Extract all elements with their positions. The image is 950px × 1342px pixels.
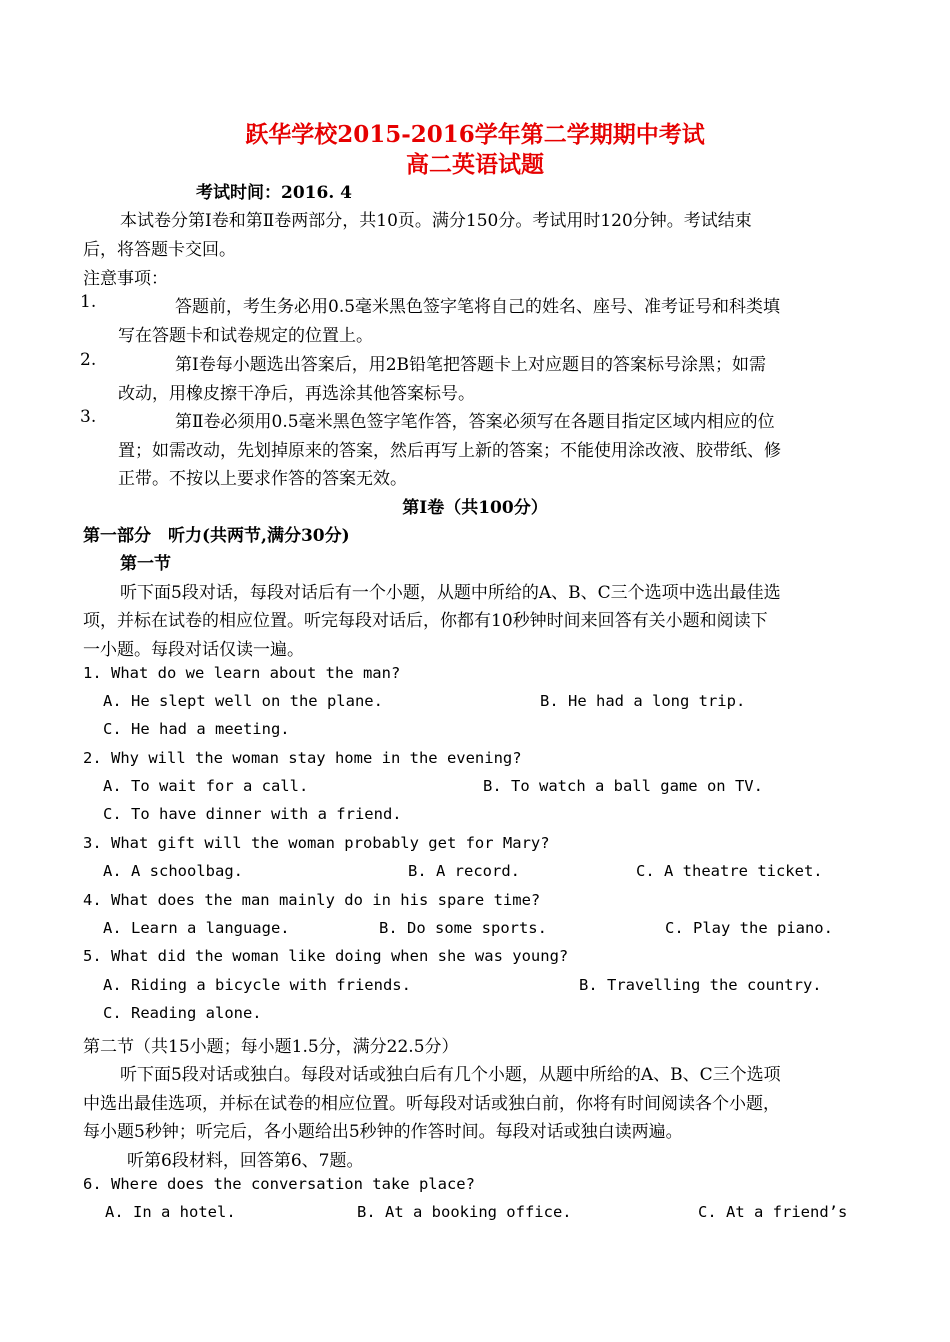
instruction-line: 中选出最佳选项，并标在试卷的相应位置。听每段对话或独白前，你将有时间阅读各个小题， <box>83 1094 780 1114</box>
question: 4. What does the man mainly do in his spare time? <box>83 891 541 909</box>
section-heading: 第一部分 听力(共两节,满分30分) <box>83 526 350 546</box>
instruction-line: 听下面5段对话，每段对话后有一个小题，从题中所给的A、B、C三个选项中选出最佳选 <box>120 583 781 603</box>
question: 1. What do we learn about the man? <box>83 664 401 682</box>
intro-line: 后，将答题卡交回。 <box>83 240 236 260</box>
instruction-line: 一小题。每段对话仅读一遍。 <box>83 640 304 660</box>
option: C. At a friend’s <box>698 1203 848 1221</box>
option: B. Do some sports. <box>379 919 547 937</box>
subsection-heading: 第一节 <box>120 554 171 574</box>
volume-heading: 第Ⅰ卷（共100分） <box>402 498 548 518</box>
option: A. He slept well on the plane. <box>103 692 383 710</box>
option: A. A schoolbag. <box>103 862 243 880</box>
note-text: 改动，用橡皮擦干净后，再选涂其他答案标号。 <box>118 384 475 404</box>
option: A. Riding a bicycle with friends. <box>103 976 411 994</box>
question: 5. What did the woman like doing when she was young? <box>83 947 569 965</box>
option: C. To have dinner with a friend. <box>103 805 402 823</box>
material-instruction: 听第6段材料，回答第6、7题。 <box>127 1151 364 1171</box>
note-text: 置；如需改动，先划掉原来的答案，然后再写上新的答案；不能使用涂改液、胶带纸、修 <box>118 441 781 461</box>
note-text: 第Ⅱ卷必须用0.5毫米黑色签字笔作答，答案必须写在各题目指定区域内相应的位 <box>175 412 775 432</box>
option: C. Play the piano. <box>665 919 833 937</box>
exam-time: 考试时间：2016. 4 <box>196 183 352 203</box>
instruction-line: 项，并标在试卷的相应位置。听完每段对话后，你都有10秒钟时间来回答有关小题和阅读下 <box>83 611 768 631</box>
question: 6. Where does the conversation take place? <box>83 1175 475 1193</box>
option: A. To wait for a call. <box>103 777 309 795</box>
note-text: 答题前，考生务必用0.5毫米黑色签字笔将自己的姓名、座号、准考证号和科类填 <box>175 297 781 317</box>
note-text: 第Ⅰ卷每小题选出答案后，用2B铅笔把答题卡上对应题目的答案标号涂黑；如需 <box>175 355 767 375</box>
option: B. A record. <box>408 862 520 880</box>
note-text: 正带。不按以上要求作答的答案无效。 <box>118 469 407 489</box>
note-number: 1. <box>80 292 97 312</box>
instruction-line: 每小题5秒钟；听完后，各小题给出5秒钟的作答时间。每段对话或独白读两遍。 <box>83 1122 683 1142</box>
option: B. He had a long trip. <box>540 692 746 710</box>
notes-heading: 注意事项： <box>83 269 168 289</box>
option: C. He had a meeting. <box>103 720 290 738</box>
intro-line: 本试卷分第Ⅰ卷和第Ⅱ卷两部分，共10页。满分150分。考试用时120分钟。考试结束 <box>120 211 752 231</box>
option: A. Learn a language. <box>103 919 290 937</box>
option: A. In a hotel. <box>105 1203 236 1221</box>
document-subtitle: 高二英语试题 <box>406 151 544 178</box>
note-text: 写在答题卡和试卷规定的位置上。 <box>118 326 373 346</box>
note-number: 2. <box>80 350 97 370</box>
option: B. To watch a ball game on TV. <box>483 777 763 795</box>
option: C. Reading alone. <box>103 1004 262 1022</box>
option: C. A theatre ticket. <box>636 862 823 880</box>
document-title: 跃华学校2015-2016学年第二学期期中考试 <box>245 121 705 148</box>
subsection-heading: 第二节（共15小题；每小题1.5分，满分22.5分） <box>83 1037 459 1057</box>
question: 2. Why will the woman stay home in the evening? <box>83 749 522 767</box>
option: B. At a booking office. <box>357 1203 572 1221</box>
question: 3. What gift will the woman probably get for Mary? <box>83 834 550 852</box>
option: B. Travelling the country. <box>579 976 822 994</box>
instruction-line: 听下面5段对话或独白。每段对话或独白后有几个小题，从题中所给的A、B、C三个选项 <box>120 1065 781 1085</box>
note-number: 3. <box>80 407 97 427</box>
